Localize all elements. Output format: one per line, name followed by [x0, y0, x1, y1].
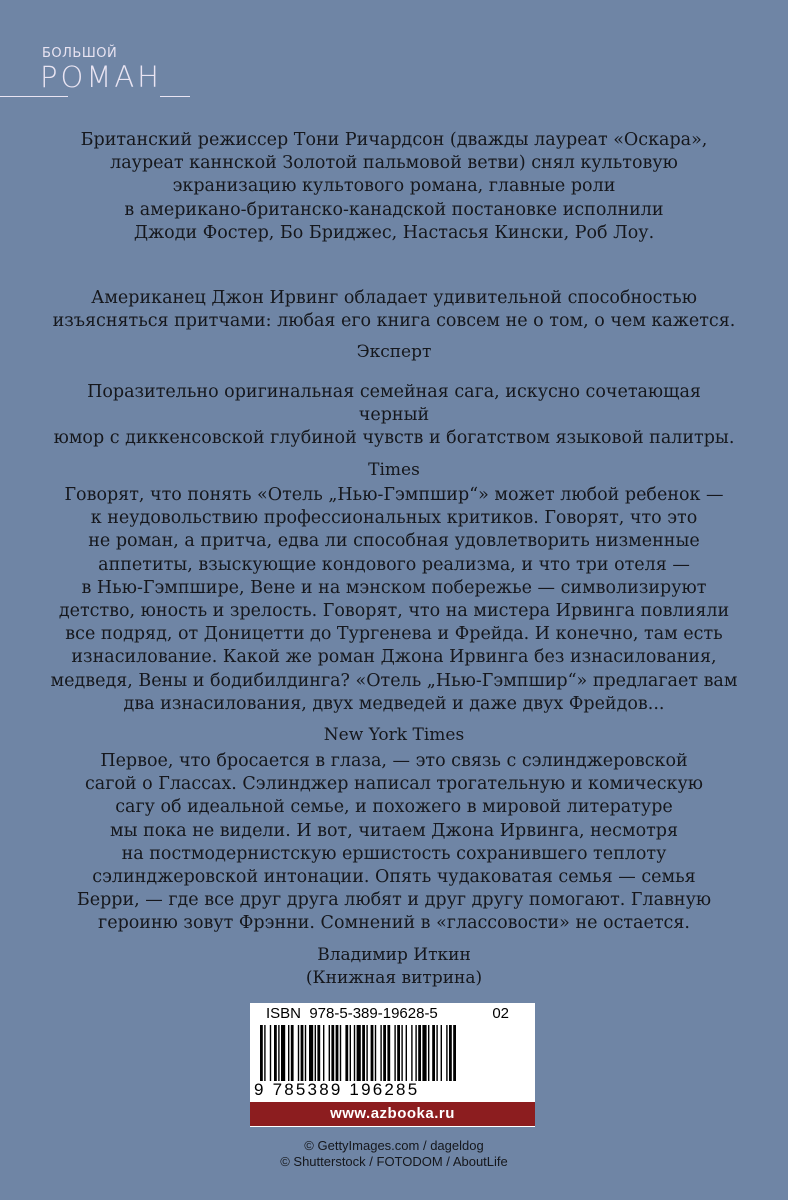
quote-line: Берри, — где все друг друга любят и друг другу помогают. Главную — [76, 890, 712, 911]
barcode-bar — [345, 1025, 348, 1081]
quote-line: Первое, что бросается в глаза, — это связь с сэлинджеровской — [100, 751, 688, 771]
barcode-bars — [260, 1025, 522, 1083]
barcode-bar — [331, 1025, 334, 1081]
quote-source: Владимир Иткин — [317, 944, 471, 965]
barcode-bar — [411, 1025, 412, 1081]
barcode-bar — [317, 1025, 320, 1081]
quote-line: аппетиты, взыскующие кондового реализма, и что три отеля — — [98, 554, 690, 575]
logo-rule-left — [0, 96, 68, 97]
barcode-bar — [380, 1025, 381, 1081]
blurb-line: экранизацию культового романа, главные роли — [172, 176, 616, 197]
barcode-bar — [260, 1025, 263, 1081]
quote-line: Американец Джон Ирвинг обладает удивительной способностью — [91, 288, 697, 308]
barcode-bar — [281, 1025, 285, 1081]
quote-line: юмор с диккенсовской глубиной чувств и богатством языковой палитры. — [53, 428, 735, 449]
barcode-price-code: 02 — [492, 1005, 509, 1022]
barcode-bar — [375, 1025, 376, 1081]
barcode-bar — [418, 1025, 421, 1081]
quote-source: New York Times — [323, 725, 465, 746]
quote-line: изъясняться притчами: любая его книга совсем не о том, о чем кажется. — [52, 311, 736, 332]
logo-small-text: БОЛЬШОЙ — [42, 46, 118, 61]
quote-times — [50, 381, 738, 482]
quote-line: сагой о Глассах. Сэлинджер написал трогательную и комическую — [84, 774, 704, 795]
barcode-bar — [397, 1025, 400, 1081]
barcode-bar — [278, 1025, 279, 1081]
barcode-bar — [329, 1025, 330, 1081]
barcode-bar — [436, 1025, 437, 1081]
blurb-line: в американо-британско-канадской постановке исполнили — [124, 199, 664, 220]
barcode-bar — [453, 1025, 456, 1081]
isbn-label: ISBN 978-5-389-19628-5 — [266, 1005, 438, 1022]
barcode-bar — [446, 1025, 447, 1081]
quote-line: героиню зовут Фрэнни. Сомнений в «глассовости» не остается. — [98, 913, 690, 934]
blurb-line: Джоди Фостер, Бо Бриджес, Настасья Кински, Роб Лоу. — [133, 222, 655, 243]
quote-line: Говорят, что понять «Отель „Нью-Гэмпшир“» может любой ребенок — — [64, 485, 724, 505]
credit-line: © Shutterstock / FOTODOM / AboutLife — [280, 1154, 508, 1169]
quote-line: два изнасилования, двух медведей и даже двух Фрейдов... — [123, 693, 665, 714]
quote-line: сагу об идеальной семье, и похожего в мировой литературе — [115, 797, 673, 818]
quote-line: на постмодернистскую ершистость сохранившего теплоту — [121, 843, 667, 864]
barcode-bar — [387, 1025, 390, 1081]
quote-line: Поразительно оригинальная семейная сага, искусно сочетающая черный — [87, 382, 701, 426]
barcode-bar — [274, 1025, 277, 1081]
barcode-bar — [350, 1025, 351, 1081]
barcode-bar — [315, 1025, 316, 1081]
quote-line: все подряд, от Доницетти до Тургенева и Фрейда. И конечно, там есть — [65, 624, 723, 645]
blurb-film — [50, 129, 738, 245]
barcode-bar — [291, 1025, 294, 1081]
quote-line: не роман, а притча, едва ли способная удовлетворить низменные — [88, 531, 700, 552]
barcode-bar — [336, 1025, 339, 1081]
barcode-bar — [270, 1025, 271, 1081]
barcode-bar — [357, 1025, 361, 1081]
quote-line: в Нью-Гэмпшире, Вене и на мэнском побережье — символизируют — [81, 577, 707, 598]
barcode-bar — [371, 1025, 374, 1081]
quote-nyt — [50, 484, 738, 747]
barcode-bar — [288, 1025, 289, 1081]
barcode-bar — [366, 1025, 367, 1081]
barcode-bar — [301, 1025, 304, 1081]
quote-line: сэлинджеровской интонации. Опять чудаковатая семья — семья — [92, 867, 696, 888]
barcode-bar — [422, 1025, 426, 1081]
barcode-bar — [305, 1025, 306, 1081]
barcode-bar — [264, 1025, 265, 1081]
barcode-bar — [441, 1025, 442, 1081]
barcode-bar — [362, 1025, 365, 1081]
blurb-line: лауреат каннской Золотой пальмовой ветви) снял культовую — [110, 153, 678, 174]
logo-series-title: РОМАН — [40, 60, 162, 94]
barcode-bar — [428, 1025, 429, 1081]
quote-source: Эксперт — [356, 342, 432, 363]
publisher-website: www.azbooka.ru — [250, 1102, 535, 1126]
publisher-logo — [36, 44, 176, 104]
quote-source-publication: (Книжная витрина) — [305, 967, 483, 988]
barcode-bar — [432, 1025, 435, 1081]
barcode-bar — [383, 1025, 386, 1081]
barcode-bar — [401, 1025, 402, 1081]
logo-rule-right — [160, 96, 190, 97]
barcode-bar — [309, 1025, 313, 1081]
quote-line: к неудовольствию профессиональных критиков. Говорят, что это — [90, 508, 698, 529]
quote-line: мы пока не видели. И вот, читаем Джона Ирвинга, несмотря — [109, 820, 679, 841]
barcode-bar — [323, 1025, 324, 1081]
barcode-bar — [449, 1025, 452, 1081]
barcode-bar — [340, 1025, 341, 1081]
photo-credits — [0, 1138, 788, 1170]
quote-source: Times — [368, 459, 420, 480]
credit-line: © GettyImages.com / dageldog — [304, 1138, 484, 1153]
quote-line: детство, юность и зрелость. Говорят, что на мистера Ирвинга повлияли — [58, 601, 730, 622]
barcode-digits: 9 785389 196285 — [254, 1080, 420, 1099]
quote-itkin — [50, 750, 738, 990]
barcode-bar — [298, 1025, 299, 1081]
quote-line: медведя, Вены и бодибилдинга? «Отель „Нью-Гэмпшир“» предлагает вам — [50, 670, 738, 691]
barcode-bar — [415, 1025, 416, 1081]
barcode-bar — [406, 1025, 407, 1081]
quote-expert — [50, 287, 738, 365]
barcode-bar — [394, 1025, 395, 1081]
barcode-bar — [354, 1025, 355, 1081]
blurb-line: Британский режиссер Тони Ричардсон (дважды лауреат «Оскара», — [80, 130, 708, 150]
quote-line: изнасилование. Какой же роман Джона Ирвинга без изнасилования, — [71, 647, 717, 668]
